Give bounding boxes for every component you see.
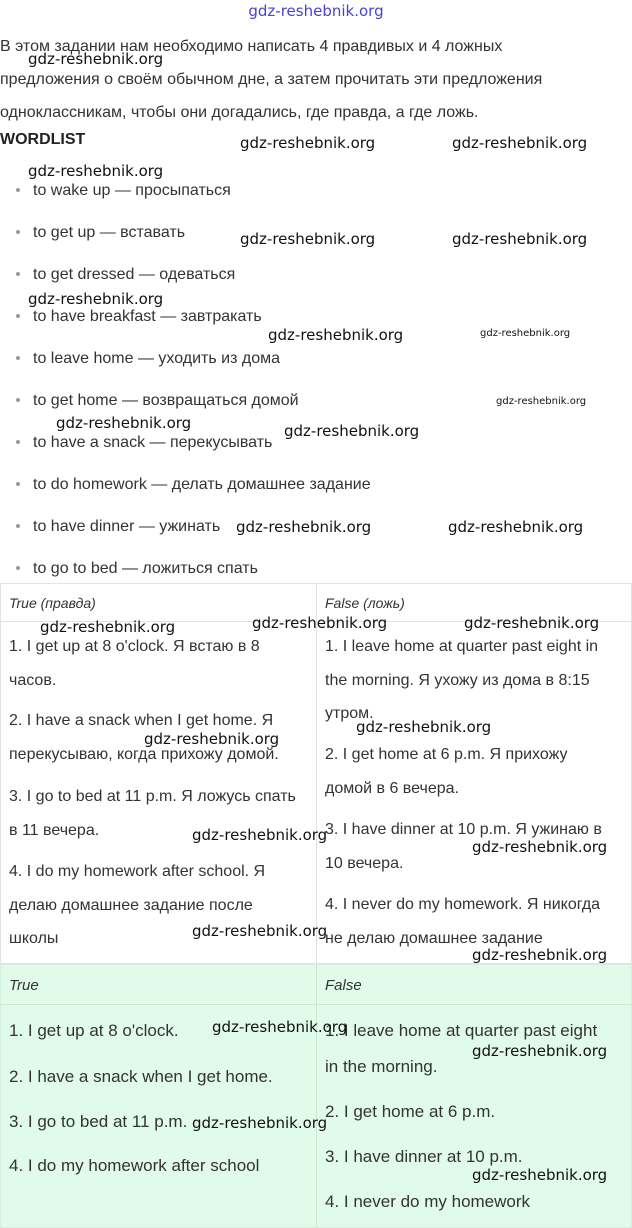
true-column-header: True (правда) — [9, 595, 96, 611]
watermark: gdz-reshebnik.org — [240, 230, 376, 248]
watermark: gdz-reshebnik.org — [452, 134, 588, 152]
watermark: gdz-reshebnik.org — [452, 230, 588, 248]
watermark: gdz-reshebnik.org — [472, 838, 608, 856]
true-sentence-4: 4. I do my homework after school. Я делаю домашнее задание после школы — [9, 863, 266, 947]
false-sentence-1: 1. I leave home at quarter past eight in the morning. Я ухожу из дома в 8:15 утром. — [325, 638, 599, 722]
watermark: gdz-reshebnik.org — [496, 396, 587, 407]
watermark: gdz-reshebnik.org — [356, 718, 492, 736]
watermark: gdz-reshebnik.org — [472, 946, 608, 964]
true-sentence-2: 2. I have a snack when I get home. Я перекусываю, когда прихожу домой. — [9, 712, 279, 763]
bullet-icon — [16, 188, 20, 192]
false-sentence-3: 3. I have dinner at 10 p.m. — [325, 1147, 523, 1166]
false-sentence-4: 4. I never do my homework — [325, 1192, 531, 1211]
bullet-icon — [16, 398, 20, 402]
true-sentence-4: 4. I do my homework after school — [9, 1156, 260, 1175]
true-sentence-3: 3. I go to bed at 11 p.m. Я ложусь спать в 11 вечера. — [9, 788, 296, 839]
bullet-icon — [16, 314, 20, 318]
intro-line: предложения о своём обычном дне, а затем прочитать эти предложения — [0, 71, 543, 88]
wordlist-title: WORDLIST — [0, 131, 86, 148]
false-sentence-2: 2. I get home at 6 p.m. — [325, 1102, 496, 1121]
watermark: gdz-reshebnik.org — [252, 614, 388, 632]
header-divider — [1, 1004, 631, 1005]
false-column-header: False — [325, 977, 362, 994]
task-intro — [0, 30, 620, 129]
watermark: gdz-reshebnik.org — [464, 614, 600, 632]
watermark: gdz-reshebnik.org — [448, 518, 584, 536]
watermark: gdz-reshebnik.org — [192, 826, 328, 844]
true-sentence-1: 1. I get up at 8 o'clock. — [9, 1021, 179, 1040]
intro-line: В этом задании нам необходимо написать 4 правдивых и 4 ложных — [0, 38, 503, 55]
true-column-header: True — [9, 977, 39, 994]
watermark: gdz-reshebnik.org — [236, 518, 372, 536]
column-divider — [316, 584, 317, 963]
watermark: gdz-reshebnik.org — [192, 922, 328, 940]
true-sentence-3: 3. I go to bed at 11 p.m. — [9, 1112, 188, 1131]
watermark: gdz-reshebnik.org — [144, 730, 280, 748]
watermark: gdz-reshebnik.org — [192, 1114, 328, 1132]
bullet-icon — [16, 482, 20, 486]
true-sentence-2: 2. I have a snack when I get home. — [9, 1067, 273, 1086]
watermark: gdz-reshebnik.org — [28, 50, 164, 68]
watermark: gdz-reshebnik.org — [28, 162, 164, 180]
bullet-icon — [16, 524, 20, 528]
watermark: gdz-reshebnik.org — [472, 1042, 608, 1060]
header-divider — [1, 621, 631, 622]
true-false-table-translated — [0, 583, 632, 964]
bullet-icon — [16, 230, 20, 234]
false-sentence-3: 3. I have dinner at 10 p.m. Я ужинаю в 10 вечера. — [325, 821, 602, 872]
watermark: gdz-reshebnik.org — [284, 422, 420, 440]
true-sentence-1: 1. I get up at 8 o'clock. Я встаю в 8 часов. — [9, 638, 260, 689]
watermark: gdz-reshebnik.org — [472, 1166, 608, 1184]
bullet-icon — [16, 440, 20, 444]
watermark: gdz-reshebnik.org — [240, 134, 376, 152]
bullet-icon — [16, 272, 20, 276]
watermark: gdz-reshebnik.org — [268, 326, 404, 344]
bullet-icon — [16, 356, 20, 360]
false-column-header: False (ложь) — [325, 595, 405, 611]
false-sentence-2: 2. I get home at 6 p.m. Я прихожу домой в 6 вечера. — [325, 746, 568, 797]
watermark: gdz-reshebnik.org — [28, 290, 164, 308]
bullet-icon — [16, 566, 20, 570]
watermark: gdz-reshebnik.org — [56, 414, 192, 432]
false-sentence-1: 1. I leave home at quarter past eight in the morning. — [325, 1021, 598, 1076]
intro-line: одноклассникам, чтобы они догадались, где правда, а где ложь. — [0, 104, 479, 121]
true-false-table-english — [0, 964, 632, 1228]
watermark: gdz-reshebnik.org — [480, 328, 571, 339]
false-sentence-4: 4. I never do my homework. Я никогда не делаю домашнее задание — [325, 896, 601, 947]
watermark: gdz-reshebnik.org — [40, 618, 176, 636]
site-title[interactable]: gdz-reshebnik.org — [248, 2, 384, 20]
watermark: gdz-reshebnik.org — [212, 1018, 348, 1036]
